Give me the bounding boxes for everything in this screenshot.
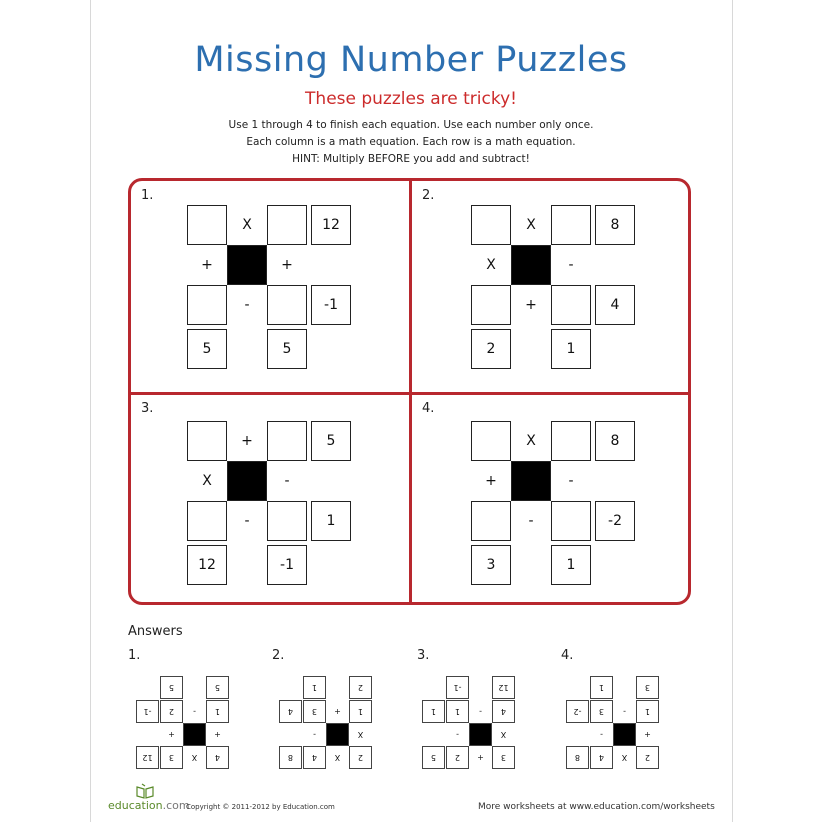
answer-operator: -	[193, 707, 196, 716]
answer-result-cell: 1	[303, 676, 326, 699]
page-title: Missing Number Puzzles	[194, 40, 628, 80]
answer-blank-cell	[469, 723, 492, 746]
answer-operator: -	[600, 730, 603, 739]
answer-cell[interactable]	[267, 421, 307, 461]
instruction-hint: HINT: Multiply BEFORE you add and subtract!	[292, 153, 530, 165]
answer-result-cell: 8	[566, 746, 589, 769]
result-cell: 1	[311, 501, 351, 541]
result-cell: 5	[267, 329, 307, 369]
answer-value-cell: 2	[636, 746, 659, 769]
frame-horizontal-divider	[130, 392, 690, 395]
result-cell: 12	[311, 205, 351, 245]
answer-operator: X	[500, 730, 507, 739]
result-cell: 12	[187, 545, 227, 585]
answer-result-cell: -1	[136, 700, 159, 723]
result-cell: 5	[187, 329, 227, 369]
operator: +	[525, 297, 537, 313]
answer-value-cell: 3	[590, 700, 613, 723]
answer-cell[interactable]	[187, 205, 227, 245]
result-cell: 1	[551, 329, 591, 369]
answer-value-cell: 1	[636, 700, 659, 723]
blank-center-cell	[511, 245, 551, 285]
answer-cell[interactable]	[267, 205, 307, 245]
instruction-line: Use 1 through 4 to finish each equation. Use each number only once.	[228, 119, 594, 131]
book-icon	[136, 783, 154, 799]
answer-result-cell: 2	[349, 676, 372, 699]
answer-cell[interactable]	[187, 421, 227, 461]
answer-cell[interactable]	[471, 205, 511, 245]
answer-result-cell: 1	[590, 676, 613, 699]
result-cell: 2	[471, 329, 511, 369]
page-subtitle: These puzzles are tricky!	[305, 89, 517, 109]
answer-value-cell: 3	[303, 700, 326, 723]
answer-number: 4.	[561, 648, 574, 663]
blank-center-cell	[227, 461, 267, 501]
operator: X	[486, 257, 496, 273]
result-cell: -1	[311, 285, 351, 325]
answer-cell[interactable]	[551, 421, 591, 461]
answers-title: Answers	[128, 624, 183, 639]
answer-cell[interactable]	[187, 285, 227, 325]
answer-value-cell: 3	[492, 746, 515, 769]
answer-result-cell: 4	[279, 700, 302, 723]
answer-result-cell: 5	[422, 746, 445, 769]
operator: +	[485, 473, 497, 489]
answer-cell[interactable]	[471, 285, 511, 325]
puzzle-number: 2.	[422, 188, 435, 203]
answer-result-cell: 12	[136, 746, 159, 769]
operator: -	[284, 473, 290, 489]
answer-result-cell: 5	[160, 676, 183, 699]
answer-operator: -	[456, 730, 459, 739]
puzzle-number: 1.	[141, 188, 154, 203]
answer-operator: -	[623, 707, 626, 716]
answer-cell[interactable]	[551, 285, 591, 325]
result-cell: 5	[311, 421, 351, 461]
answer-operator: X	[191, 753, 198, 762]
result-cell: 3	[471, 545, 511, 585]
answer-result-cell: 12	[492, 676, 515, 699]
operator: X	[202, 473, 212, 489]
education-logo	[108, 799, 190, 812]
answer-value-cell: 3	[160, 746, 183, 769]
answer-operator: +	[334, 707, 341, 716]
answer-number: 3.	[417, 648, 430, 663]
answer-value-cell: 1	[349, 700, 372, 723]
operator: -	[244, 297, 250, 313]
answer-operator: -	[479, 707, 482, 716]
answer-operator: +	[477, 753, 484, 762]
result-cell: -2	[595, 501, 635, 541]
operator: +	[201, 257, 213, 273]
operator: -	[528, 513, 534, 529]
answer-cell[interactable]	[267, 501, 307, 541]
operator: -	[568, 257, 574, 273]
answer-result-cell: -2	[566, 700, 589, 723]
answer-number: 1.	[128, 648, 141, 663]
answer-value-cell: 4	[303, 746, 326, 769]
answer-result-cell: -1	[446, 676, 469, 699]
more-worksheets-text: More worksheets at www.education.com/worksheets	[478, 802, 715, 812]
puzzle-number: 3.	[141, 401, 154, 416]
answer-result-cell: 5	[206, 676, 229, 699]
operator: X	[242, 217, 252, 233]
puzzle-number: 4.	[422, 401, 435, 416]
answer-result-cell: 3	[636, 676, 659, 699]
answer-value-cell: 2	[349, 746, 372, 769]
answer-cell[interactable]	[267, 285, 307, 325]
operator: -	[568, 473, 574, 489]
operator: +	[281, 257, 293, 273]
answer-number: 2.	[272, 648, 285, 663]
answer-blank-cell	[326, 723, 349, 746]
operator: +	[241, 433, 253, 449]
result-cell: -1	[267, 545, 307, 585]
blank-center-cell	[511, 461, 551, 501]
copyright-text: Copyright © 2011-2012 by Education.com	[186, 803, 335, 811]
answer-result-cell: 8	[279, 746, 302, 769]
answer-value-cell: 2	[160, 700, 183, 723]
answer-operator: -	[313, 730, 316, 739]
instruction-line: Each column is a math equation. Each row is a math equation.	[246, 136, 576, 148]
blank-center-cell	[227, 245, 267, 285]
answer-value-cell: 1	[206, 700, 229, 723]
logo-suffix: .com	[162, 799, 190, 812]
answer-cell[interactable]	[471, 501, 511, 541]
answer-cell[interactable]	[471, 421, 511, 461]
result-cell: 1	[551, 545, 591, 585]
answer-value-cell: 2	[446, 746, 469, 769]
answer-value-cell: 1	[446, 700, 469, 723]
answer-value-cell: 4	[206, 746, 229, 769]
operator: -	[244, 513, 250, 529]
answer-result-cell: 1	[422, 700, 445, 723]
logo-text: education	[108, 799, 163, 812]
answer-operator: +	[644, 730, 651, 739]
answer-blank-cell	[183, 723, 206, 746]
answer-operator: X	[357, 730, 364, 739]
answer-cell[interactable]	[551, 501, 591, 541]
answer-value-cell: 4	[590, 746, 613, 769]
answer-blank-cell	[613, 723, 636, 746]
answer-operator: X	[334, 753, 341, 762]
answer-value-cell: 4	[492, 700, 515, 723]
answer-operator: +	[214, 730, 221, 739]
result-cell: 4	[595, 285, 635, 325]
result-cell: 8	[595, 421, 635, 461]
answer-cell[interactable]	[551, 205, 591, 245]
answer-operator: X	[621, 753, 628, 762]
operator: X	[526, 433, 536, 449]
operator: X	[526, 217, 536, 233]
result-cell: 8	[595, 205, 635, 245]
answer-operator: +	[168, 730, 175, 739]
answer-cell[interactable]	[187, 501, 227, 541]
